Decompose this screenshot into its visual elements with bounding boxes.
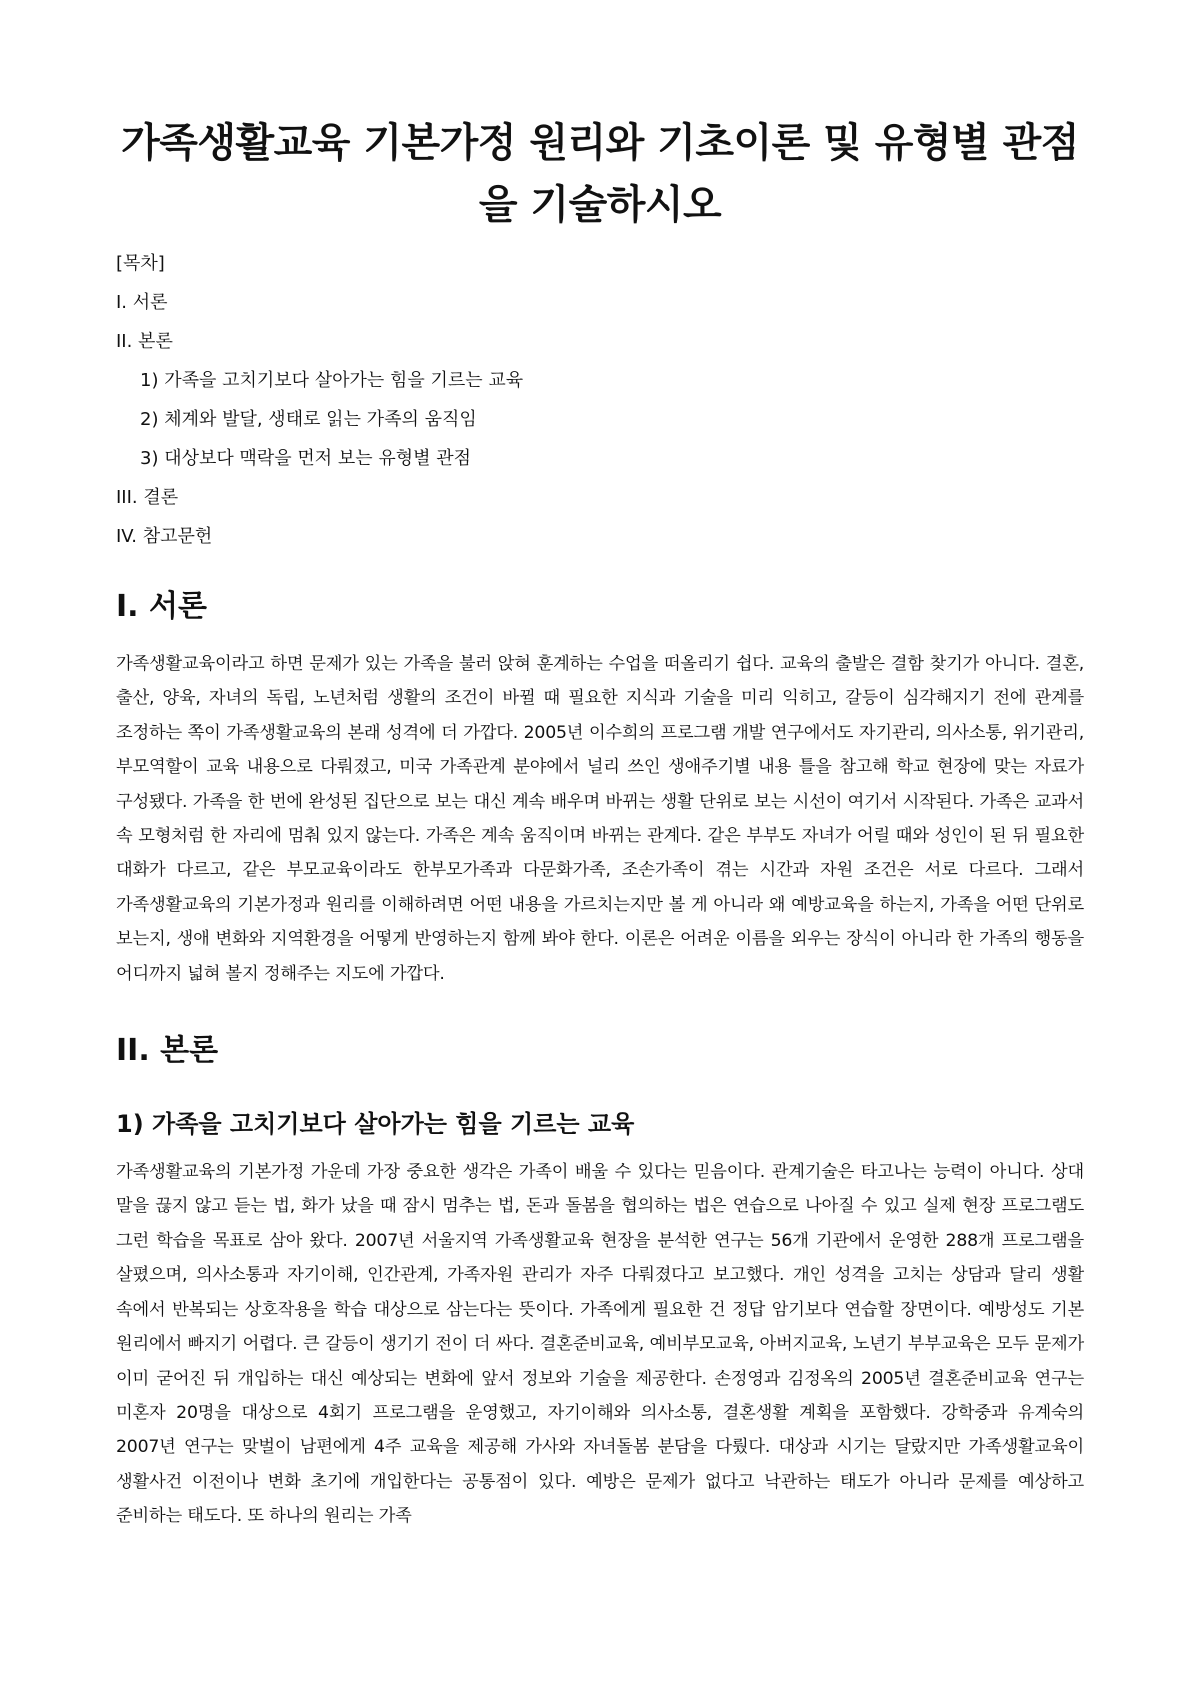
subsection-heading-1: 1) 가족을 고치기보다 살아가는 힘을 기르는 교육 [116, 1110, 635, 1139]
toc-item-body-3: 3) 대상보다 맥락을 먼저 보는 유형별 관점 [140, 448, 472, 469]
toc-item-body: II. 본론 [116, 331, 173, 352]
section-heading-body: II. 본론 [116, 1033, 219, 1069]
toc-heading: [목차] [116, 253, 165, 274]
table-of-contents [116, 254, 1084, 547]
section-heading-intro: I. 서론 [116, 589, 207, 624]
document-title: 가족생활교육 기본가정 원리와 기초이론 및 유형별 관점을 기술하시오 [121, 120, 1079, 228]
subsection-1-paragraph: 가족생활교육의 기본가정 가운데 가장 중요한 생각은 가족이 배울 수 있다는 믿음이다. 관계기술은 타고나는 능력이 아니다. 상대 말을 끊지 않고 듣는 법, 화가 났을 때 잠시 멈추는 법, 돈과 돌봄을 협의하는 법은 연습으로 나아질 수 있고 실제 현장 프로그램도 그런 학습을 목표로 삼아 왔다. 2007년 서울지역 가족생활교육 현장을 분석한 연구는 56개 기관에서 운영한 288개 프로그램을 살폈으며, 의사소통과 자기이해, 인간관계, 가족자원 관리가 자주 다뤄졌다고 보고했다. 개인 성격을 고치는 상담과 달리 생활 속에서 반복되는 상호작용을 학습 대상으로 삼는다는 뜻이다. 가족에게 필요한 건 정답 암기보다 연습할 장면이다. 예방성도 기본 원리에서 빠지기 어렵다. 큰 갈등이 생기기 전이 더 싸다. 결혼준비교육, 예비부모교육, 아버지교육, 노년기 부부교육은 모두 문제가 이미 굳어진 뒤 개입하는 대신 예상되는 변화에 앞서 정보와 기술을 제공한다. 손정영과 김정옥의 2005년 결혼준비교육 연구는 미혼자 20명을 대상으로 4회기 프로그램을 운영했고, 자기이해와 의사소통, 결혼생활 계획을 포함했다. 강학중과 유계숙의 2007년 연구는 맞벌이 남편에게 4주 교육을 제공해 가사와 자녀돌봄 분담을 다뤘다. 대상과 시기는 달랐지만 가족생활교육이 생활사건 이전이나 변화 초기에 개입한다는 공통점이 있다. 예방은 문제가 없다고 낙관하는 태도가 아니라 문제를 예상하고 준비하는 태도다. 또 하나의 원리는 가족 [116, 1162, 1084, 1527]
toc-item-references: IV. 참고문헌 [116, 526, 213, 547]
toc-item-conclusion: III. 결론 [116, 487, 179, 508]
toc-item-intro: I. 서론 [116, 292, 168, 313]
intro-paragraph: 가족생활교육이라고 하면 문제가 있는 가족을 불러 앉혀 훈계하는 수업을 떠올리기 쉽다. 교육의 출발은 결함 찾기가 아니다. 결혼, 출산, 양육, 자녀의 독립, 노년처럼 생활의 조건이 바뀔 때 필요한 지식과 기술을 미리 익히고, 갈등이 심각해지기 전에 관계를 조정하는 쪽이 가족생활교육의 본래 성격에 더 가깝다. 2005년 이수희의 프로그램 개발 연구에서도 자기관리, 의사소통, 위기관리, 부모역할이 교육 내용으로 다뤄졌고, 미국 가족관계 분야에서 널리 쓰인 생애주기별 내용 틀을 참고해 학교 현장에 맞는 자료가 구성됐다. 가족을 한 번에 완성된 집단으로 보는 대신 계속 배우며 바뀌는 생활 단위로 보는 시선이 여기서 시작된다. 가족은 교과서 속 모형처럼 한 자리에 멈춰 있지 않는다. 가족은 계속 움직이며 바뀌는 관계다. 같은 부부도 자녀가 어릴 때와 성인이 된 뒤 필요한 대화가 다르고, 같은 부모교육이라도 한부모가족과 다문화가족, 조손가족이 겪는 시간과 자원 조건은 서로 다르다. 그래서 가족생활교육의 기본가정과 원리를 이해하려면 어떤 내용을 가르치는지만 볼 게 아니라 왜 예방교육을 하는지, 가족을 어떤 단위로 보는지, 생애 변화와 지역환경을 어떻게 반영하는지 함께 봐야 한다. 이론은 어려운 이름을 외우는 장식이 아니라 한 가족의 행동을 어디까지 넓혀 볼지 정해주는 지도에 가깝다. [116, 654, 1084, 984]
toc-item-body-2: 2) 체계와 발달, 생태로 읽는 가족의 움직임 [140, 409, 477, 430]
toc-item-body-1: 1) 가족을 고치기보다 살아가는 힘을 기르는 교육 [140, 370, 524, 391]
